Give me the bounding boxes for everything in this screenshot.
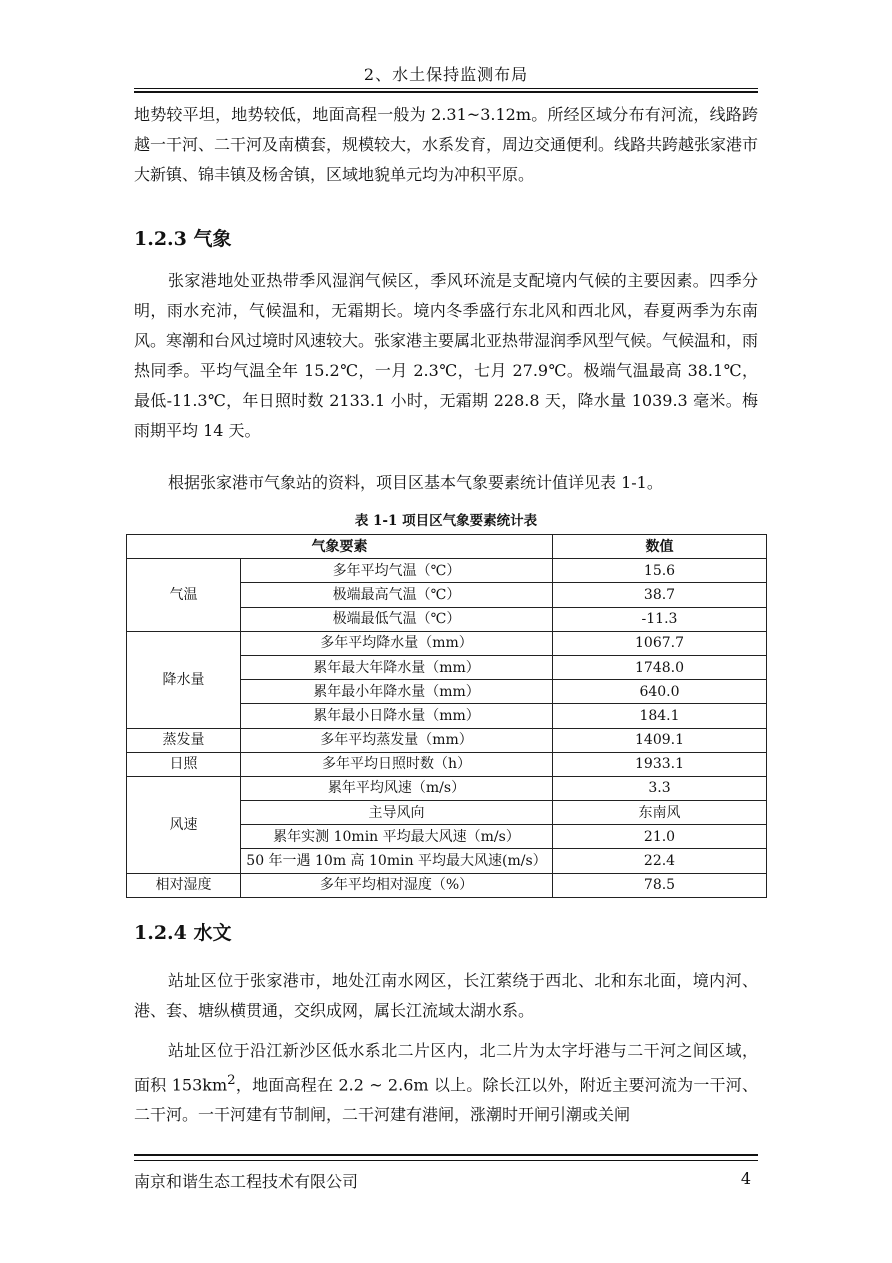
climate-statistics-table: [126, 534, 767, 898]
header-rule-bold: [134, 91, 758, 93]
value-cell: 1933.1: [553, 752, 767, 776]
value-cell: 1748.0: [553, 655, 767, 679]
table-row: [127, 776, 767, 800]
group-label-temperature: 气温: [127, 559, 241, 632]
header-cell-value: 数值: [553, 535, 767, 559]
section-heading-hydrology: 1.2.4 水文: [134, 922, 232, 944]
footer-rule: [134, 1160, 758, 1161]
group-label-precipitation: 降水量: [127, 631, 241, 728]
hydrology-paragraph: 站址区位于张家港市，地处江南水网区，长江萦绕于西北、北和东北面，境内河、港、套、塘纵横贯通，交织成网，属长江流域太湖水系。: [134, 971, 758, 1020]
header-rule: [134, 88, 758, 89]
hydrology-text-part: 站址区位于沿江新沙区低水系北二片区内，北二片为太字圩港与二干河之间区域，面积 153km: [134, 1041, 758, 1095]
hydrology-paragraph-2: [134, 1036, 758, 1130]
table-row: [127, 728, 767, 752]
group-label-sunshine: 日照: [127, 752, 241, 776]
intro-paragraph: 地势较平坦，地势较低，地面高程一般为 2.31~3.12m。所经区域分布有河流，线路跨越一干河、二干河及南横套，规模较大，水系发育，周边交通便利。线路共跨越张家港市大新镇、锦丰镇及杨舍镇，区域地貌单元均为冲积平原。: [134, 105, 759, 184]
item-cell: 多年平均相对湿度（%）: [241, 873, 553, 897]
value-cell: 东南风: [553, 801, 767, 825]
table-row: [127, 873, 767, 897]
item-cell: 50 年一遇 10m 高 10min 平均最大风速(m/s）: [241, 849, 553, 873]
value-cell: -11.3: [553, 607, 767, 631]
item-cell: 极端最高气温（℃）: [241, 583, 553, 607]
value-cell: 38.7: [553, 583, 767, 607]
superscript-exponent: 2: [227, 1073, 236, 1088]
item-cell: 累年最小年降水量（mm）: [241, 680, 553, 704]
value-cell: 15.6: [553, 559, 767, 583]
item-cell: 主导风向: [241, 801, 553, 825]
footer-company-name: 南京和谐生态工程技术有限公司: [134, 1172, 359, 1191]
value-cell: 21.0: [553, 825, 767, 849]
hydrology-text-part: ，地面高程在 2.2 ~ 2.6m 以上。除长江以外，附近主要河流为一干河、二干河。一干河建有节制闸，二干河建有港闸，涨潮时开闸引潮或关闸: [134, 1075, 758, 1125]
group-label-wind: 风速: [127, 776, 241, 873]
section-heading-climate: 1.2.3 气象: [134, 228, 232, 250]
item-cell: 多年平均蒸发量（mm）: [241, 728, 553, 752]
page-number: 4: [740, 1169, 751, 1188]
item-cell: 累年最大年降水量（mm）: [241, 655, 553, 679]
table-row: [127, 559, 767, 583]
climate-table-reference: 根据张家港市气象站的资料，项目区基本气象要素统计值详见表 1-1。: [168, 473, 663, 492]
value-cell: 3.3: [553, 776, 767, 800]
value-cell: 78.5: [553, 873, 767, 897]
table-row: [127, 631, 767, 655]
page-header-title: 2、水土保持监测布局: [363, 65, 529, 84]
value-cell: 184.1: [553, 704, 767, 728]
header-cell-element: 气象要素: [127, 535, 553, 559]
table-row: [127, 752, 767, 776]
item-cell: 累年实测 10min 平均最大风速（m/s）: [241, 825, 553, 849]
value-cell: 640.0: [553, 680, 767, 704]
item-cell: 多年平均降水量（mm）: [241, 631, 553, 655]
item-cell: 多年平均日照时数（h）: [241, 752, 553, 776]
climate-paragraph: 张家港地处亚热带季风湿润气候区，季风环流是支配境内气候的主要因素。四季分明，雨水充沛，气候温和，无霜期长。境内冬季盛行东北风和西北风，春夏两季为东南风。寒潮和台风过境时风速较大。张家港主要属北亚热带湿润季风型气候。气候温和，雨热同季。平均气温全年 15.2℃，一月 2.3℃，七月 27.9℃。极端气温最高 38.1℃，最低-11.3℃，年日照时数 2133.1 小时，无霜期 228.8 天，降水量 1039.3 毫米。梅雨期平均 14 天。: [134, 271, 759, 440]
value-cell: 22.4: [553, 849, 767, 873]
group-label-evaporation: 蒸发量: [127, 728, 241, 752]
table-caption: 表 1-1 项目区气象要素统计表: [354, 513, 538, 529]
item-cell: 累年平均风速（m/s）: [241, 776, 553, 800]
value-cell: 1067.7: [553, 631, 767, 655]
value-cell: 1409.1: [553, 728, 767, 752]
item-cell: 累年最小日降水量（mm）: [241, 704, 553, 728]
table-header-row: [127, 535, 767, 559]
item-cell: 极端最低气温（℃）: [241, 607, 553, 631]
footer-rule-bold: [134, 1154, 758, 1156]
item-cell: 多年平均气温（℃）: [241, 559, 553, 583]
group-label-humidity: 相对湿度: [127, 873, 241, 897]
